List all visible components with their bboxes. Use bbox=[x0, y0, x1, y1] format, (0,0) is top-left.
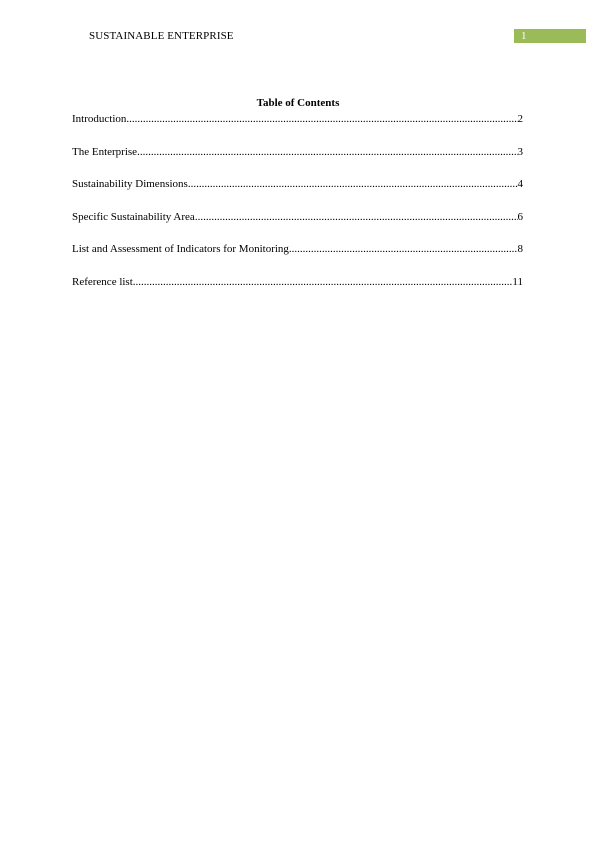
toc-entry-the-enterprise[interactable] bbox=[72, 145, 523, 159]
toc-dot-leader bbox=[133, 275, 513, 289]
toc-entry-page: 8 bbox=[517, 243, 523, 256]
toc-entry-reference-list[interactable] bbox=[72, 275, 523, 289]
toc-entry-page: 11 bbox=[512, 275, 523, 288]
toc-dot-leader bbox=[137, 145, 517, 159]
toc-heading: Table of Contents bbox=[256, 97, 340, 109]
toc-dot-leader bbox=[188, 177, 518, 191]
toc-entry-indicators-for-monitoring[interactable] bbox=[72, 242, 523, 256]
table-of-contents bbox=[72, 112, 523, 308]
toc-entry-label: Reference list bbox=[72, 275, 133, 288]
toc-dot-leader bbox=[289, 242, 518, 256]
toc-dot-leader bbox=[195, 210, 518, 224]
toc-entry-page: 3 bbox=[517, 145, 523, 158]
page-number-badge: 1 bbox=[514, 29, 586, 43]
toc-entry-page: 2 bbox=[517, 113, 523, 125]
toc-dot-leader bbox=[126, 112, 517, 126]
toc-entry-page: 6 bbox=[517, 210, 523, 223]
toc-entry-label: Specific Sustainability Area bbox=[72, 210, 195, 223]
toc-entry-introduction[interactable] bbox=[72, 112, 523, 126]
toc-entry-page: 4 bbox=[517, 178, 523, 191]
toc-entry-sustainability-dimensions[interactable] bbox=[72, 177, 523, 191]
toc-entry-label: The Enterprise bbox=[72, 145, 138, 158]
running-header-title: SUSTAINABLE ENTERPRISE bbox=[89, 30, 234, 42]
toc-entry-label: List and Assessment of Indicators for Monitoring bbox=[72, 243, 289, 256]
toc-entry-specific-sustainability-area[interactable] bbox=[72, 210, 523, 224]
toc-entry-label: Sustainability Dimensions bbox=[72, 178, 188, 191]
toc-entry-label: Introduction bbox=[72, 113, 127, 125]
